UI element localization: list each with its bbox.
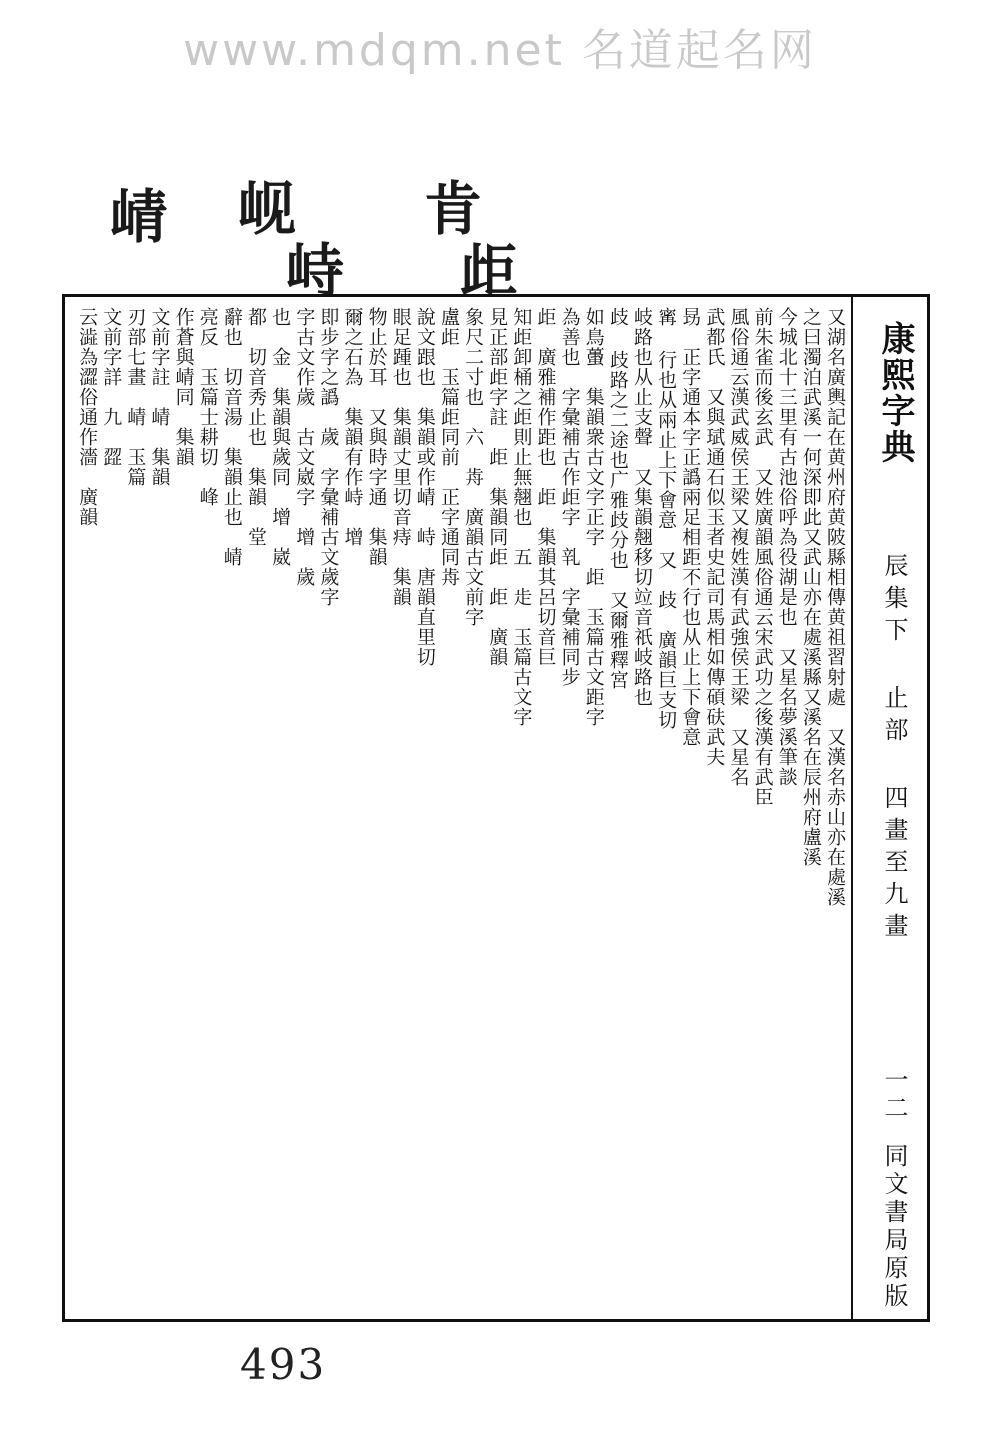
watermark-text: www.mdqm.net 名道起名网 [183, 25, 817, 76]
page-number: 一二 [880, 1067, 908, 1123]
text-column: 即步字之譌 歲 字彙補古文歲字 [317, 307, 340, 607]
seal-character: 肯 [424, 175, 483, 243]
text-column: 爾之石為 集韻有作峙 增 [341, 307, 364, 547]
seal-script-row [0, 175, 1000, 305]
text-column: 文前字註 崝 集韻 [148, 307, 171, 487]
text-column: 知歫卸桶之歫則止無翹也 五 歨 玉篇古文字 [510, 307, 533, 727]
text-column: 風俗通云漢武威侯王梁又複姓漢有武強侯王梁 又星名 [727, 307, 750, 787]
text-column: 為善也 字彙補古作歫字 乵 字彙補同步 [558, 307, 581, 687]
text-column: 之曰濁泊武溪一何深即此又武山亦在處溪縣又溪名在辰州府盧溪 [799, 307, 822, 867]
text-column: 云澁為澀俗通作濇 廣韻 [76, 307, 99, 527]
text-column: 亮反 玉篇士耕切 峰 [196, 307, 219, 507]
text-column: 前朱雀而後玄武 又姓廣韻風俗通云宋武功之後漢有武臣 [751, 307, 774, 807]
text-column: 辭也 切音湯 集韻止也 崝 [220, 307, 243, 567]
dictionary-body [75, 307, 847, 1311]
text-column: 也 金 集韻與歲同 增 崴 [269, 307, 292, 567]
seal-character: 崝 [110, 183, 169, 251]
publisher-label: 同文書局原版 [880, 1143, 908, 1311]
folio-number: 493 [240, 1340, 327, 1389]
text-column: 見正部歫字註 歫 集韻同歫 歫 廣韻 [486, 307, 509, 667]
text-column: 文前字詳 九 歰 [100, 307, 123, 467]
text-column: 寗 行也从兩止上下會意 又 歧 廣韻巨支切 [655, 307, 678, 730]
text-columns [75, 307, 847, 1311]
section-label: 辰集下 止部 四畫至九畫 [880, 553, 908, 945]
text-column: 盧歫 玉篇歫同前 正字通同歬 [438, 307, 460, 587]
dictionary-page-frame [62, 294, 930, 1322]
text-column: 今城北十三里有古池俗呼為役湖是也 又星名夢溪筆談 [775, 307, 798, 787]
text-column: 武都氏 又與珷通石似玉者史記司馬相如傳碩砆武夫 [703, 307, 726, 767]
text-column: 象尺二寸也 六 歬 廣韻古文前字 [462, 307, 485, 627]
seal-character: 歫 [460, 237, 519, 305]
seal-character: 峙 [286, 237, 345, 305]
text-column: 如鳥蠆 集韻衆古文字正字 歫 玉篇古文距字 [582, 307, 605, 727]
text-column: 歧 歧路之二途也广雅歧分也 又爾雅釋宮 [606, 307, 629, 690]
text-column: 岐路也从止支聲 又集韻翹移切竝音祇岐路也 [631, 307, 653, 707]
text-column: 歫 廣雅補作距也 歫 集韻其呂切音巨 [534, 307, 557, 667]
text-column: 字古文作歲 古文崴字 增 歲 [293, 307, 316, 587]
page-header-column [851, 297, 927, 1319]
text-column: 刃部七畫 崝 玉篇 [124, 307, 147, 487]
seal-character: 岘 [238, 175, 297, 243]
book-title: 康熙字典 [875, 321, 915, 465]
text-column: 都 切音秀止也 集韻 堂 [245, 307, 267, 547]
text-column: 物止於耳 又與時字通 集韻 [365, 307, 388, 567]
text-column: 說文跟也 集韻或作崝 峙 唐韻直里切 [413, 307, 436, 667]
text-column: 昮 正字通本字正譌兩足相距不行也从止上下會意 [679, 307, 702, 747]
text-column: 又湖名廣輿記在黄州府黄陂縣相傳黄祖習射處 又漢名赤山亦在處溪 [824, 307, 846, 907]
text-column: 作蒼與崝同 集韻 [172, 307, 195, 467]
text-column: 眼足踵也 集韻丈里切音痔 集韻 [389, 307, 412, 607]
